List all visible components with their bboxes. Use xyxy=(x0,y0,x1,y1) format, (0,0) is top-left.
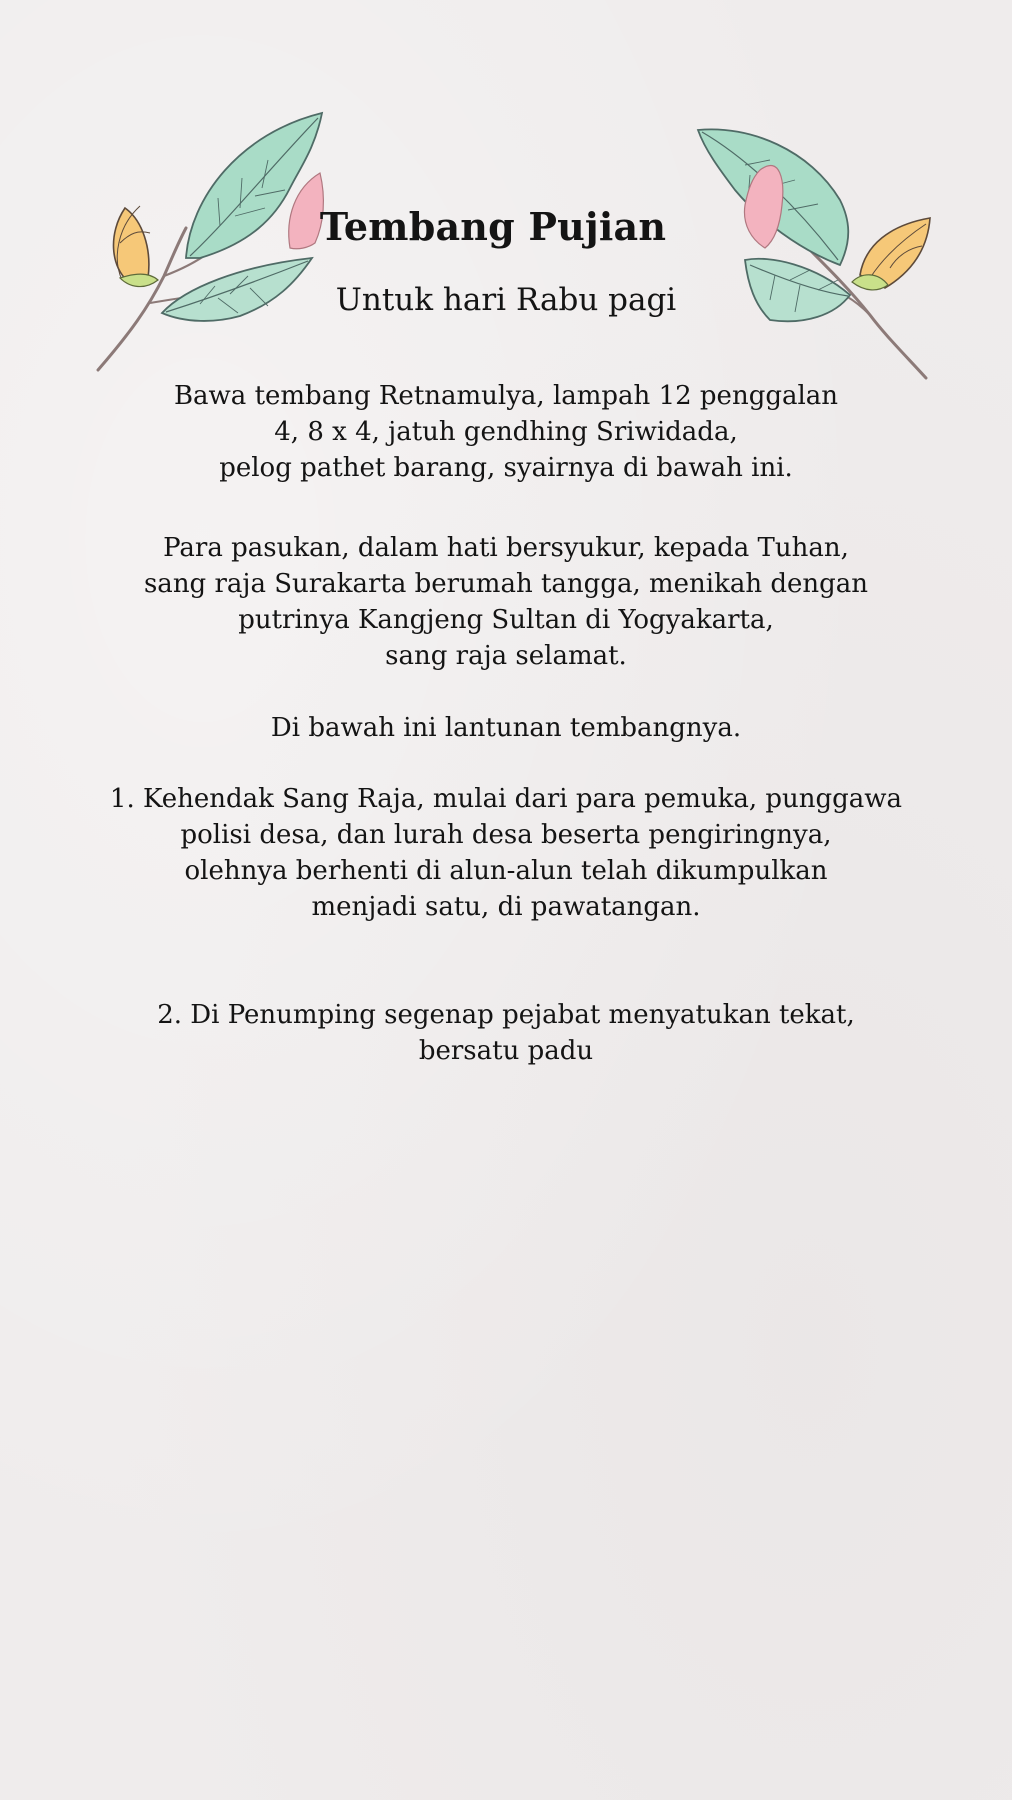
verse-line: menjadi satu, di pawatangan. xyxy=(311,892,701,922)
right-leaf-sprig-icon xyxy=(690,120,940,385)
intro-line: Bawa tembang Retnamulya, lampah 12 penggalan xyxy=(173,381,839,411)
intro-line: pelog pathet barang, syairnya di bawah ini. xyxy=(219,453,793,483)
verse-line: 2. Di Penumping segenap pejabat menyatukan tekat, xyxy=(157,1000,855,1030)
page-title: Tembang Pujian xyxy=(319,204,667,249)
praise-paragraph xyxy=(0,530,1012,674)
verse-line: bersatu padu xyxy=(418,1036,594,1066)
verse-line: polisi desa, dan lurah desa beserta pengiringnya, xyxy=(180,820,832,850)
verse-1 xyxy=(0,781,1012,925)
praise-line: sang raja Surakarta berumah tangga, menikah dengan xyxy=(143,569,869,599)
page-subtitle: Untuk hari Rabu pagi xyxy=(335,282,677,318)
praise-line: putrinya Kangjeng Sultan di Yogyakarta, xyxy=(238,605,774,635)
intro-line: 4, 8 x 4, jatuh gendhing Sriwidada, xyxy=(274,417,738,447)
praise-line: sang raja selamat. xyxy=(385,641,627,671)
intro-paragraph xyxy=(0,378,1012,486)
verse-line: 1. Kehendak Sang Raja, mulai dari para pemuka, punggawa xyxy=(109,784,903,814)
lead-paragraph xyxy=(0,710,1012,746)
lead-line: Di bawah ini lantunan tembangnya. xyxy=(270,713,742,743)
verse-2 xyxy=(0,997,1012,1069)
praise-line: Para pasukan, dalam hati bersyukur, kepada Tuhan, xyxy=(163,533,849,563)
verse-line: olehnya berhenti di alun-alun telah dikumpulkan xyxy=(184,856,828,886)
